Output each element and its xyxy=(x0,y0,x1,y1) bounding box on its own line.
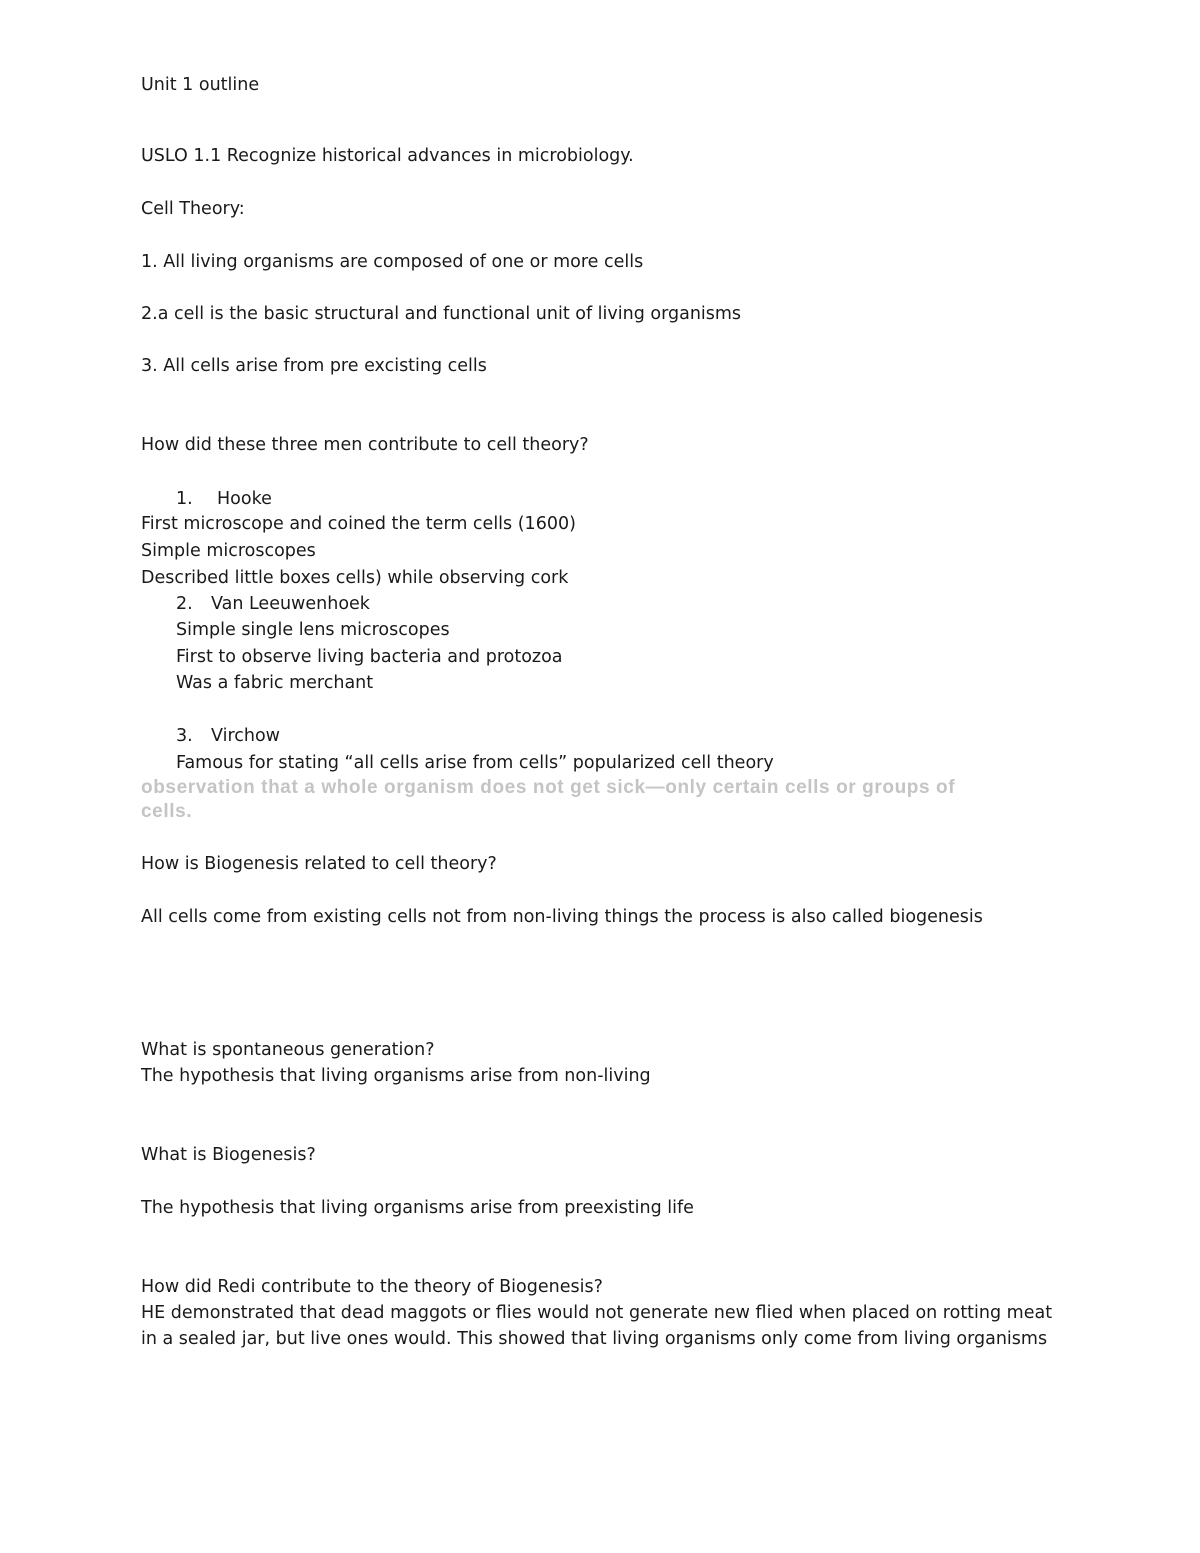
hooke-note-1: First microscope and coined the term cells (1600) xyxy=(141,514,576,534)
spontaneous-generation-question: What is spontaneous generation? xyxy=(141,1040,435,1060)
leeuwenhoek-note-3: Was a fabric merchant xyxy=(176,673,374,693)
leeuwenhoek-number: 2. xyxy=(176,594,193,614)
biogenesis-answer: The hypothesis that living organisms arise from preexisting life xyxy=(141,1198,694,1218)
biogenesis-relation-question: How is Biogenesis related to cell theory? xyxy=(141,854,497,874)
hooke-note-3: Described little boxes cells) while observing cork xyxy=(141,568,569,588)
uslo-objective: USLO 1.1 Recognize historical advances in microbiology. xyxy=(141,146,634,166)
biogenesis-question: What is Biogenesis? xyxy=(141,1145,316,1165)
redi-question: How did Redi contribute to the theory of Biogenesis? xyxy=(141,1277,603,1297)
cell-theory-point-1: 1. All living organisms are composed of one or more cells xyxy=(141,252,644,272)
hooke-name: Hooke xyxy=(217,489,272,509)
virchow-note-1: Famous for stating “all cells arise from cells” popularized cell theory xyxy=(176,753,774,773)
leeuwenhoek-heading xyxy=(176,593,370,615)
cell-theory-point-2: 2.a cell is the basic structural and functional unit of living organisms xyxy=(141,304,742,324)
leeuwenhoek-name: Van Leeuwenhoek xyxy=(211,594,370,614)
virchow-heading xyxy=(176,725,280,747)
virchow-name: Virchow xyxy=(211,726,280,746)
biogenesis-relation-answer: All cells come from existing cells not from non-living things the process is also called biogenesis xyxy=(141,907,983,927)
leeuwenhoek-note-1: Simple single lens microscopes xyxy=(176,620,450,640)
spontaneous-generation-answer: The hypothesis that living organisms arise from non-living xyxy=(141,1066,651,1086)
leeuwenhoek-note-2: First to observe living bacteria and protozoa xyxy=(176,647,563,667)
faded-note-line-2: cells. xyxy=(141,801,193,822)
contributors-question: How did these three men contribute to cell theory? xyxy=(141,435,589,455)
cell-theory-heading: Cell Theory: xyxy=(141,199,245,219)
hooke-heading xyxy=(176,488,272,510)
cell-theory-point-3: 3. All cells arise from pre excisting cells xyxy=(141,356,487,376)
hooke-number: 1. xyxy=(176,489,193,509)
redi-answer-line-1: HE demonstrated that dead maggots or flies would not generate new flied when placed on rotting meat xyxy=(141,1303,1053,1323)
hooke-note-2: Simple microscopes xyxy=(141,541,316,561)
redi-answer-line-2: in a sealed jar, but live ones would. This showed that living organisms only come from living organisms xyxy=(141,1329,1048,1349)
virchow-number: 3. xyxy=(176,726,193,746)
faded-note-line-1: observation that a whole organism does not get sick—only certain cells or groups of xyxy=(141,777,956,798)
document-title: Unit 1 outline xyxy=(141,75,260,95)
